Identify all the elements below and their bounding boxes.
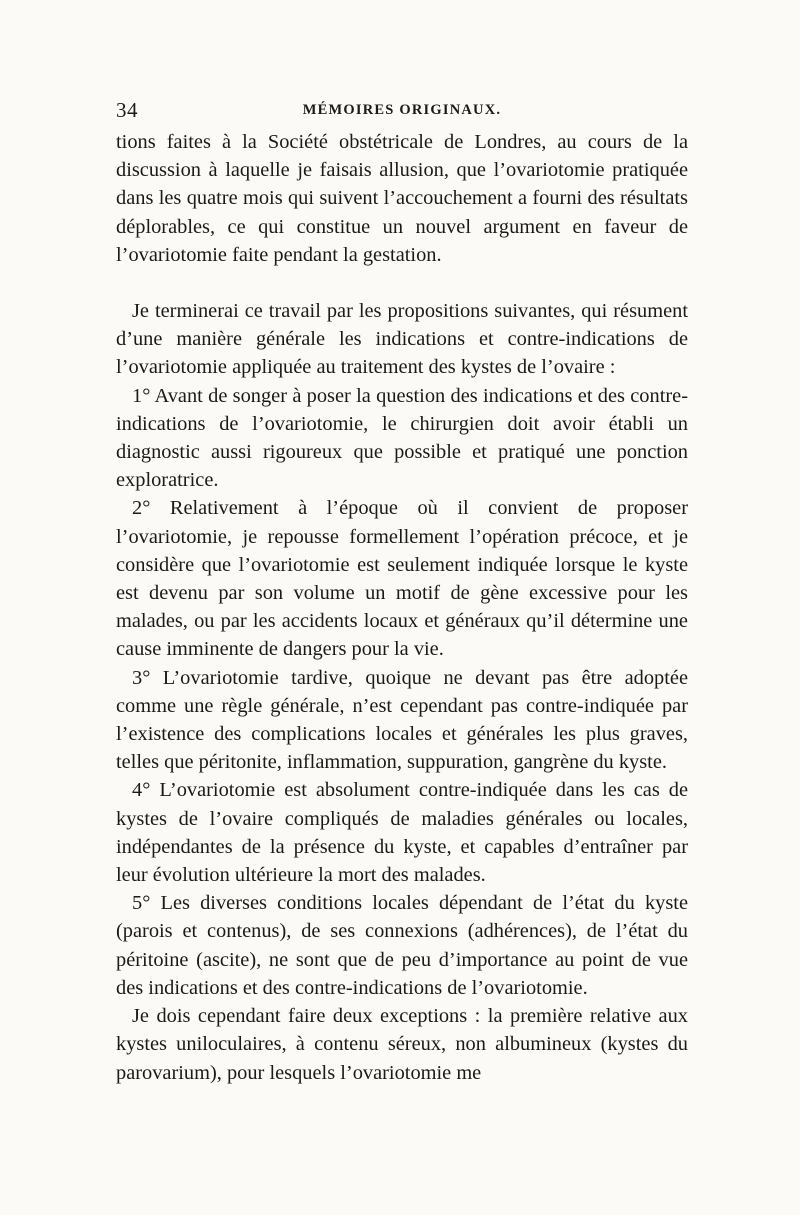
- body-text: [116, 128, 688, 1087]
- paragraph-conclusion-intro: Je terminerai ce travail par les propositions suivantes, qui résument d’une manière générale les indications et contre-indications de l’ovariotomie appliquée au traitement des kystes de l’ovaire :: [116, 300, 688, 379]
- paragraph-continuation: tions faites à la Société obstétricale de Londres, au cours de la discussion à laquelle je faisais allusion, que l’ovariotomie pratiquée dans les quatre mois qui suivent l’accouchement a fourni des résultats déplorables, ce qui constitue un nouvel argument en faveur de l’ovariotomie faite pendant la gestation.: [116, 131, 688, 266]
- proposition-5: 5° Les diverses conditions locales dépendant de l’état du kyste (parois et contenus), de ses connexions (adhérences), de l’état du péritoine (ascite), ne sont que de peu d’importance au point de vue des indications et des contre-indications de l’ovariotomie.: [116, 892, 688, 999]
- running-title: MÉMOIRES ORIGINAUX.: [302, 102, 502, 118]
- paragraph-exceptions: Je dois cependant faire deux exceptions : la première relative aux kystes uniloculaires, à contenu séreux, non albumineux (kystes du parovarium), pour lesquels l’ovariotomie me: [116, 1005, 688, 1084]
- page-number: 34: [116, 98, 138, 122]
- proposition-1: 1° Avant de songer à poser la question des indications et des contre-indications de l’ovariotomie, le chirurgien doit avoir établi un diagnostic aussi rigoureux que possible et pratiqué une ponction exploratrice.: [116, 384, 688, 492]
- proposition-3: 3° L’ovariotomie tardive, quoique ne devant pas être adoptée comme une règle générale, n’est cependant pas contre-indiquée par l’existence des complications locales et générales les plus graves, telles que péritonite, inflammation, suppuration, gangrène du kyste.: [116, 666, 688, 774]
- proposition-2: 2° Relativement à l’époque où il convient de proposer l’ovariotomie, je repousse formellement l’opération précoce, et je considère que l’ovariotomie est seulement indiquée lorsque le kyste est devenu par son volume un motif de gène excessive pour les malades, ou par les accidents locaux et généraux qu’il détermine une cause imminente de dangers pour la vie.: [116, 497, 688, 661]
- page-header: [116, 98, 688, 128]
- proposition-4: 4° L’ovariotomie est absolument contre-indiquée dans les cas de kystes de l’ovaire compliqués de maladies générales ou locales, indépendantes de la présence du kyste, et capables d’entraîner par leur évolution ultérieure la mort des malades.: [116, 779, 688, 887]
